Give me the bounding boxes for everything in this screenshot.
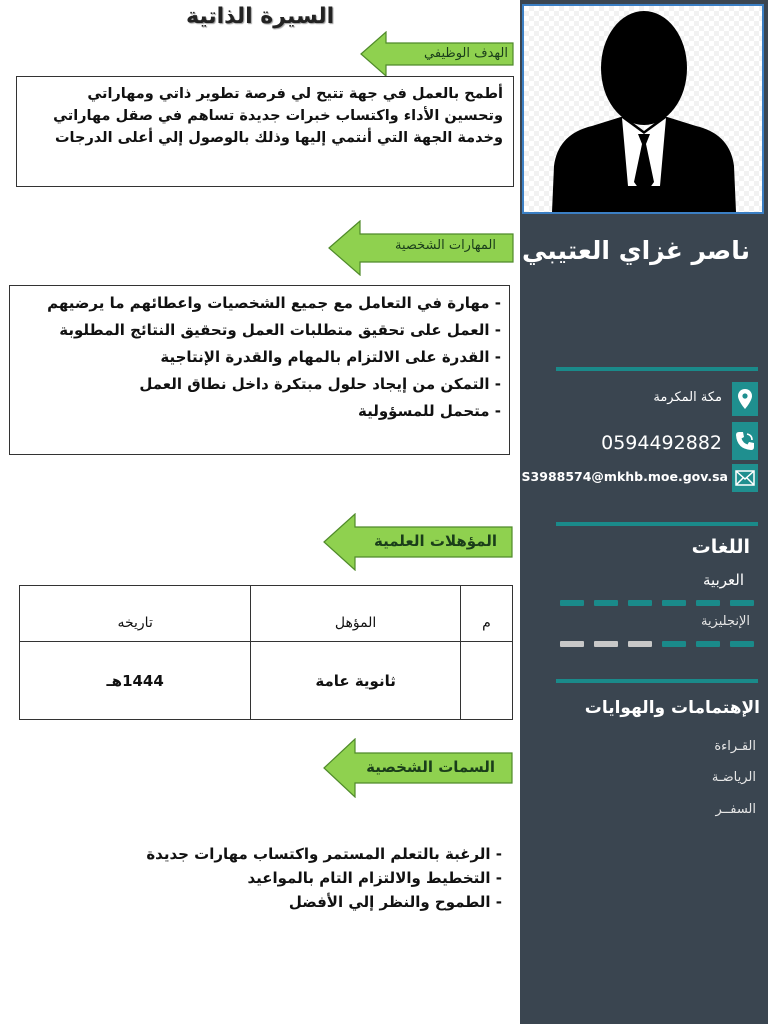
section-title-skills: المهارات الشخصية xyxy=(394,238,496,253)
trait-item: - التخطيط والالتزام التام بالمواعيد xyxy=(247,869,502,887)
section-title-objective: الهدف الوظيفي xyxy=(424,46,508,61)
trait-item: - الرغبة بالتعلم المستمر واكتساب مهارات جديدة xyxy=(146,845,502,863)
divider xyxy=(556,367,758,371)
language-level-dash-filled xyxy=(730,600,754,606)
cell-qualification: ثانوية عامة xyxy=(251,642,460,720)
skills-box xyxy=(9,285,510,455)
envelope-icon xyxy=(735,470,755,486)
skill-item: - القدرة على الالتزام بالمهام والقدرة الإنتاجية xyxy=(160,348,501,366)
contact-location: مكة المكرمة xyxy=(653,390,722,405)
objective-box xyxy=(16,76,514,187)
skill-item: - متحمل للمسؤولية xyxy=(358,402,501,420)
location-pin-icon xyxy=(738,389,752,409)
skill-item: - العمل على تحقيق متطلبات العمل وتحقيق النتائج المطلوبة xyxy=(59,321,501,339)
table-row xyxy=(20,642,513,720)
phone-icon-box xyxy=(732,422,758,460)
profile-photo xyxy=(522,4,764,214)
person-silhouette-icon xyxy=(524,6,762,212)
language-level-dash-filled xyxy=(628,600,652,606)
qualifications-table xyxy=(19,585,513,720)
interest-item: القـراءة xyxy=(714,739,756,754)
column-header-num: م xyxy=(460,586,512,642)
email-icon-box xyxy=(732,464,758,492)
language-level-dash-empty xyxy=(594,641,618,647)
objective-banner xyxy=(360,31,514,77)
skills-list xyxy=(47,290,501,425)
section-title-traits: السمات الشخصية xyxy=(366,758,495,776)
language-level-dash-filled xyxy=(662,600,686,606)
skills-banner xyxy=(328,220,514,266)
objective-line: أطمح بالعمل في جهة تتيح لي فرصة تطوير ذاتي ومهاراتي xyxy=(87,86,503,102)
column-header-date: تاريخه xyxy=(20,586,251,642)
languages-title: اللغات xyxy=(691,536,750,558)
page-title: السيرة الذاتية xyxy=(186,4,335,29)
trait-item: - الطموح والنظر إلي الأفضل xyxy=(288,893,502,911)
interests-title: الإهتمامات والهوايات xyxy=(584,698,760,718)
phone-icon xyxy=(735,431,755,451)
language-level-dash-filled xyxy=(560,600,584,606)
contact-email: S3988574@mkhb.moe.gov.sa xyxy=(521,469,728,484)
skill-item: - مهارة في التعامل مع جميع الشخصيات واعطائهم ما يرضيهم xyxy=(47,294,501,312)
language-name: العربية xyxy=(703,571,744,589)
traits-banner xyxy=(323,738,513,784)
traits-list xyxy=(146,842,502,914)
objective-line: وتحسين الأداء واكتساب خبرات جديدة تساهم في صقل مهاراتي xyxy=(53,108,503,124)
location-icon-box xyxy=(732,382,758,416)
language-level-dash-filled xyxy=(662,641,686,647)
interest-item: الرياضـة xyxy=(711,770,756,785)
language-level-dash-filled xyxy=(696,600,720,606)
contact-phone: 0594492882 xyxy=(601,432,722,454)
cell-date: 1444هـ xyxy=(20,642,251,720)
language-level-dash-filled xyxy=(696,641,720,647)
language-level-dash-filled xyxy=(730,641,754,647)
objective-text xyxy=(23,83,503,149)
section-title-qualifications: المؤهلات العلمية xyxy=(374,532,497,550)
language-level-bar xyxy=(560,600,758,608)
divider xyxy=(556,679,758,683)
language-level-dash-empty xyxy=(560,641,584,647)
objective-line: وخدمة الجهة التي أنتمي إليها وذلك بالوصول إلي أعلى الدرجات xyxy=(54,130,503,146)
language-level-dash-filled xyxy=(594,600,618,606)
column-header-qualification: المؤهل xyxy=(251,586,460,642)
person-name: ناصر غزاي العتيبي xyxy=(522,236,750,265)
language-level-dash-empty xyxy=(628,641,652,647)
qualifications-banner xyxy=(323,513,513,559)
divider xyxy=(556,522,758,526)
cell-num xyxy=(460,642,512,720)
skill-item: - التمكن من إيجاد حلول مبتكرة داخل نطاق العمل xyxy=(139,375,501,393)
language-level-bar xyxy=(560,641,758,649)
interest-item: السفــر xyxy=(715,802,756,817)
table-header-row xyxy=(20,586,513,642)
language-name: الإنجليزية xyxy=(700,614,750,629)
